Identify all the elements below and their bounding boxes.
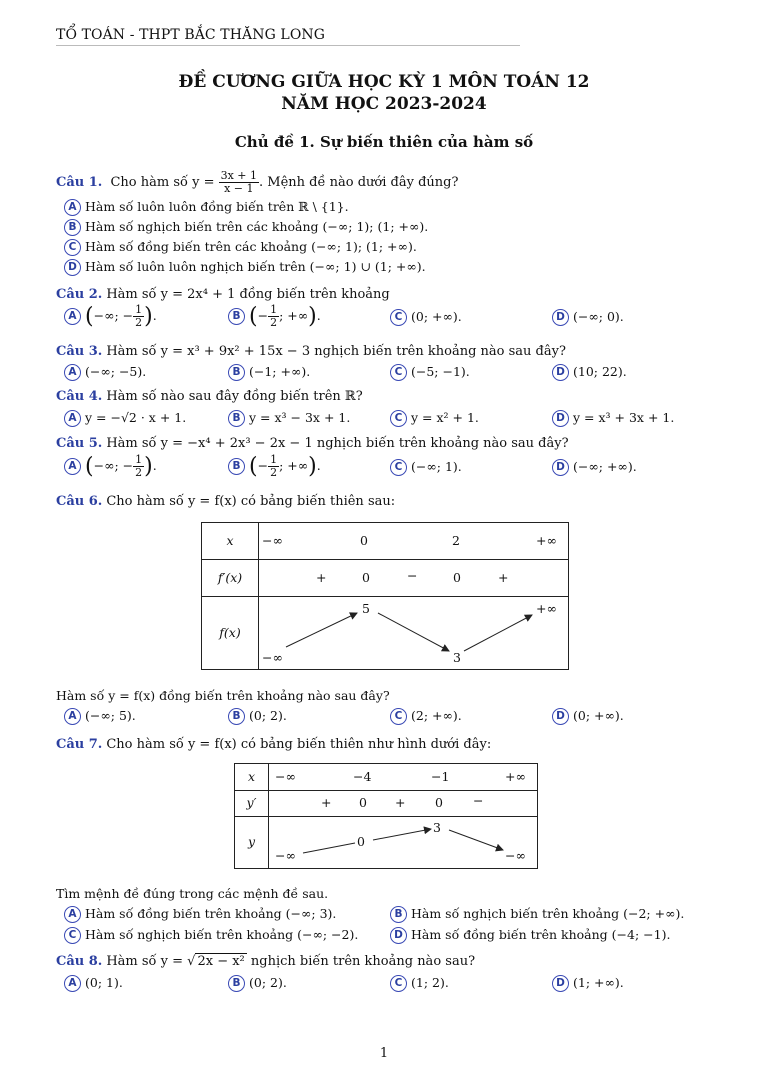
y-value: −∞ [275, 848, 296, 863]
doc-title-line2: NĂM HỌC 2023-2024 [281, 94, 487, 114]
topic-heading: Chủ đề 1. Sự biến thiên của hàm số [234, 133, 534, 151]
option-b[interactable] [228, 708, 287, 725]
option-badge: D [552, 364, 569, 381]
increasing-arrow [286, 613, 357, 647]
option-d[interactable] [552, 309, 624, 326]
option-a[interactable]: A (−∞; − $\frac{1}{2}$ ). [64, 304, 157, 329]
frac-den: 2 [135, 316, 143, 329]
frac-num: 1 [270, 303, 278, 316]
frac-den: 2 [135, 466, 143, 479]
option-c[interactable] [390, 708, 462, 725]
question-text: Hàm số nào sau đây đồng biến trên ℝ? [106, 389, 363, 404]
option-text-end: ; +∞ [279, 308, 309, 323]
f-value: −∞ [262, 650, 283, 665]
option-a[interactable] [64, 975, 123, 992]
sign: + [321, 795, 332, 810]
option-badge: B [228, 410, 245, 427]
option-text: (0; 2). [249, 975, 287, 990]
option-c[interactable] [390, 309, 462, 326]
option-b[interactable] [390, 906, 684, 923]
option-text: (1; +∞). [573, 975, 624, 990]
option-badge: D [552, 975, 569, 992]
variation-table-2 [234, 763, 538, 869]
f-value: 5 [362, 601, 370, 616]
y-value: −∞ [505, 848, 526, 863]
frac-den: x − 1 [224, 182, 254, 195]
option-text-end: ; +∞ [279, 458, 309, 473]
increasing-arrow [464, 615, 532, 651]
option-badge: C [390, 309, 407, 326]
frac-num: 1 [270, 453, 278, 466]
option-badge: D [390, 927, 407, 944]
sign: − [473, 793, 484, 808]
option-c[interactable] [390, 459, 462, 476]
f-value: +∞ [536, 601, 557, 616]
row-label-yprime: y′ [246, 795, 257, 810]
option-text: Hàm số nghịch biến trên các khoảng (−∞; 1); (1; +∞). [85, 219, 429, 234]
variation-table-1 [201, 522, 569, 670]
option-a[interactable] [64, 708, 136, 725]
variation-arrows [235, 764, 537, 868]
option-text: − [257, 458, 269, 473]
option-c[interactable] [390, 364, 470, 381]
question-8 [56, 954, 475, 969]
option-badge: B [228, 364, 245, 381]
question-2 [56, 287, 390, 302]
option-b[interactable] [228, 975, 287, 992]
option-badge: A [64, 410, 81, 427]
option-badge: C [390, 459, 407, 476]
option-text: (−5; −1). [411, 364, 470, 379]
x-value: −4 [353, 769, 372, 784]
fraction [133, 304, 144, 329]
option-d[interactable] [64, 259, 426, 276]
option-text: (10; 22). [573, 364, 627, 379]
option-text: −∞; − [93, 308, 134, 323]
option-badge: D [552, 410, 569, 427]
option-badge: C [390, 708, 407, 725]
option-badge: A [64, 308, 81, 325]
option-text: Hàm số nghịch biến trên khoảng (−2; +∞). [411, 906, 685, 921]
option-text: (−∞; 1). [411, 459, 462, 474]
option-d[interactable] [552, 975, 624, 992]
x-value: 2 [452, 533, 460, 548]
sign: 0 [453, 570, 461, 585]
option-text: Hàm số đồng biến trên khoảng (−∞; 3). [85, 906, 337, 921]
question-number: Câu 2. [56, 287, 103, 302]
option-badge: A [64, 906, 81, 923]
option-text: (−∞; +∞). [573, 459, 637, 474]
option-a[interactable] [64, 199, 349, 216]
option-text: −∞; − [93, 458, 134, 473]
option-badge: C [64, 239, 81, 256]
option-text: Hàm số nghịch biến trên khoảng (−∞; −2). [85, 927, 359, 942]
option-text: (−∞; 5). [85, 708, 136, 723]
sqrt-radicand: 2x − x² [197, 954, 245, 969]
row-label-x: x [247, 769, 256, 784]
x-value: +∞ [536, 533, 557, 548]
question-number: Câu 7. [56, 737, 103, 752]
question-number: Câu 4. [56, 389, 103, 404]
question-number: Câu 1. [56, 175, 103, 190]
option-badge: C [64, 927, 81, 944]
header-divider [56, 45, 520, 46]
option-badge: B [228, 458, 245, 475]
question-3 [56, 344, 566, 359]
option-a[interactable]: A (−∞; − $\frac{1}{2}$ ). [64, 454, 157, 479]
frac-num: 3x + 1 [220, 169, 258, 182]
fraction [268, 454, 279, 479]
option-badge: D [552, 459, 569, 476]
option-badge: A [64, 199, 81, 216]
increasing-line [303, 843, 355, 853]
option-badge: C [390, 975, 407, 992]
question-text: Cho hàm số y = f(x) có bảng biến thiên như hình dưới đây: [106, 737, 492, 752]
option-b[interactable]: B (− $\frac{1}{2}$ ; +∞). [228, 304, 321, 329]
option-badge: C [390, 364, 407, 381]
f-value: 3 [453, 650, 461, 665]
doc-title-line1: ĐỀ CƯƠNG GIỮA HỌC KỲ 1 MÔN TOÁN 12 [178, 72, 590, 92]
option-text: y = x³ + 3x + 1. [573, 410, 675, 425]
option-b[interactable] [228, 410, 350, 427]
option-c[interactable] [390, 410, 479, 427]
option-badge: B [228, 308, 245, 325]
option-badge: A [64, 975, 81, 992]
question-number: Câu 8. [56, 954, 103, 969]
y-value: 3 [433, 820, 441, 835]
sqrt-expression: √ 2x − x² [187, 954, 245, 969]
sign: + [395, 795, 406, 810]
variation-arrows [202, 523, 568, 669]
option-c[interactable] [64, 239, 417, 256]
x-value: −∞ [275, 769, 296, 784]
option-d[interactable] [552, 364, 627, 381]
question-text: Hàm số y = x³ + 9x² + 15x − 3 nghịch biến trên khoảng nào sau đây? [106, 344, 566, 359]
option-badge: D [552, 708, 569, 725]
option-c[interactable] [390, 975, 449, 992]
option-text: (0; +∞). [573, 708, 624, 723]
option-a[interactable] [64, 410, 186, 427]
question-7 [56, 737, 491, 752]
option-badge: D [64, 259, 81, 276]
sign: + [316, 570, 327, 585]
sign: 0 [362, 570, 370, 585]
option-badge: D [552, 309, 569, 326]
question-1 [56, 170, 458, 195]
sign: − [407, 568, 418, 583]
option-d[interactable] [552, 410, 674, 427]
option-text: (0; 1). [85, 975, 123, 990]
option-c[interactable] [64, 927, 358, 944]
increasing-arrow [373, 829, 431, 840]
question-6 [56, 494, 395, 509]
option-d[interactable] [390, 927, 670, 944]
option-text: (−∞; −5). [85, 364, 147, 379]
option-text: Hàm số luôn luôn nghịch biến trên (−∞; 1) ∪ (1; +∞). [85, 259, 426, 274]
option-text: y = x² + 1. [411, 410, 479, 425]
x-value: 0 [360, 533, 368, 548]
frac-num: 1 [135, 303, 143, 316]
question-text-end: nghịch biến trên khoảng nào sau? [250, 954, 476, 969]
option-badge: A [64, 458, 81, 475]
question-4 [56, 389, 363, 404]
question-6-prompt: Hàm số y = f(x) đồng biến trên khoảng nào sau đây? [56, 688, 390, 703]
x-value: +∞ [505, 769, 526, 784]
option-b[interactable] [228, 364, 310, 381]
row-label-f: f(x) [219, 625, 241, 640]
option-text: (2; +∞). [411, 708, 462, 723]
option-badge: A [64, 364, 81, 381]
question-number: Câu 3. [56, 344, 103, 359]
option-text: Hàm số đồng biến trên khoảng (−4; −1). [411, 927, 671, 942]
option-a[interactable] [64, 906, 336, 923]
question-text-end: . Mệnh đề nào dưới đây đúng? [259, 175, 459, 190]
option-badge: B [228, 708, 245, 725]
option-badge: C [390, 410, 407, 427]
option-text: y = −√2 · x + 1. [85, 410, 187, 425]
option-badge: A [64, 708, 81, 725]
sign: 0 [359, 795, 367, 810]
row-label-fprime: f′(x) [217, 570, 243, 585]
y-value: 0 [357, 834, 365, 849]
option-b[interactable]: B (− $\frac{1}{2}$ ; +∞). [228, 454, 321, 479]
option-text: Hàm số luôn luôn đồng biến trên ℝ \ {1}. [85, 199, 349, 214]
decreasing-arrow [378, 613, 449, 651]
frac-num: 1 [135, 453, 143, 466]
row-label-x: x [226, 533, 234, 548]
option-d[interactable] [552, 708, 624, 725]
question-number: Câu 6. [56, 494, 103, 509]
frac-den: 2 [270, 466, 278, 479]
question-text: Hàm số y = [106, 954, 184, 969]
option-b[interactable] [64, 219, 428, 236]
option-text: (1; 2). [411, 975, 449, 990]
question-text: Hàm số y = 2x⁴ + 1 đồng biến trên khoảng [106, 287, 390, 302]
option-text: y = x³ − 3x + 1. [249, 410, 351, 425]
option-d[interactable] [552, 459, 637, 476]
option-text: (0; +∞). [411, 309, 462, 324]
question-7-prompt: Tìm mệnh đề đúng trong các mệnh đề sau. [56, 886, 329, 901]
option-text: (0; 2). [249, 708, 287, 723]
fraction [133, 454, 144, 479]
question-number: Câu 5. [56, 436, 103, 451]
fraction [268, 304, 279, 329]
row-label-y: y [247, 834, 256, 849]
option-text: (−1; +∞). [249, 364, 311, 379]
option-badge: B [228, 975, 245, 992]
decreasing-arrow [449, 830, 503, 850]
frac-den: 2 [270, 316, 278, 329]
question-text: Hàm số y = −x⁴ + 2x³ − 2x − 1 nghịch biến trên khoảng nào sau đây? [106, 436, 569, 451]
page-header: TỔ TOÁN - THPT BẮC THĂNG LONG [56, 27, 326, 43]
fraction [219, 170, 259, 195]
x-value: −∞ [262, 533, 283, 548]
option-a[interactable] [64, 364, 146, 381]
option-badge: B [390, 906, 407, 923]
option-badge: B [64, 219, 81, 236]
sign: 0 [435, 795, 443, 810]
question-text: Cho hàm số y = f(x) có bảng biến thiên sau: [106, 494, 396, 509]
option-text: Hàm số đồng biến trên các khoảng (−∞; 1); (1; +∞). [85, 239, 417, 254]
option-text: (−∞; 0). [573, 309, 624, 324]
page-number: 1 [379, 1046, 389, 1061]
question-text: Cho hàm số y = [110, 175, 215, 190]
option-text: − [257, 308, 269, 323]
sign: + [498, 570, 509, 585]
x-value: −1 [431, 769, 450, 784]
question-5 [56, 436, 569, 451]
